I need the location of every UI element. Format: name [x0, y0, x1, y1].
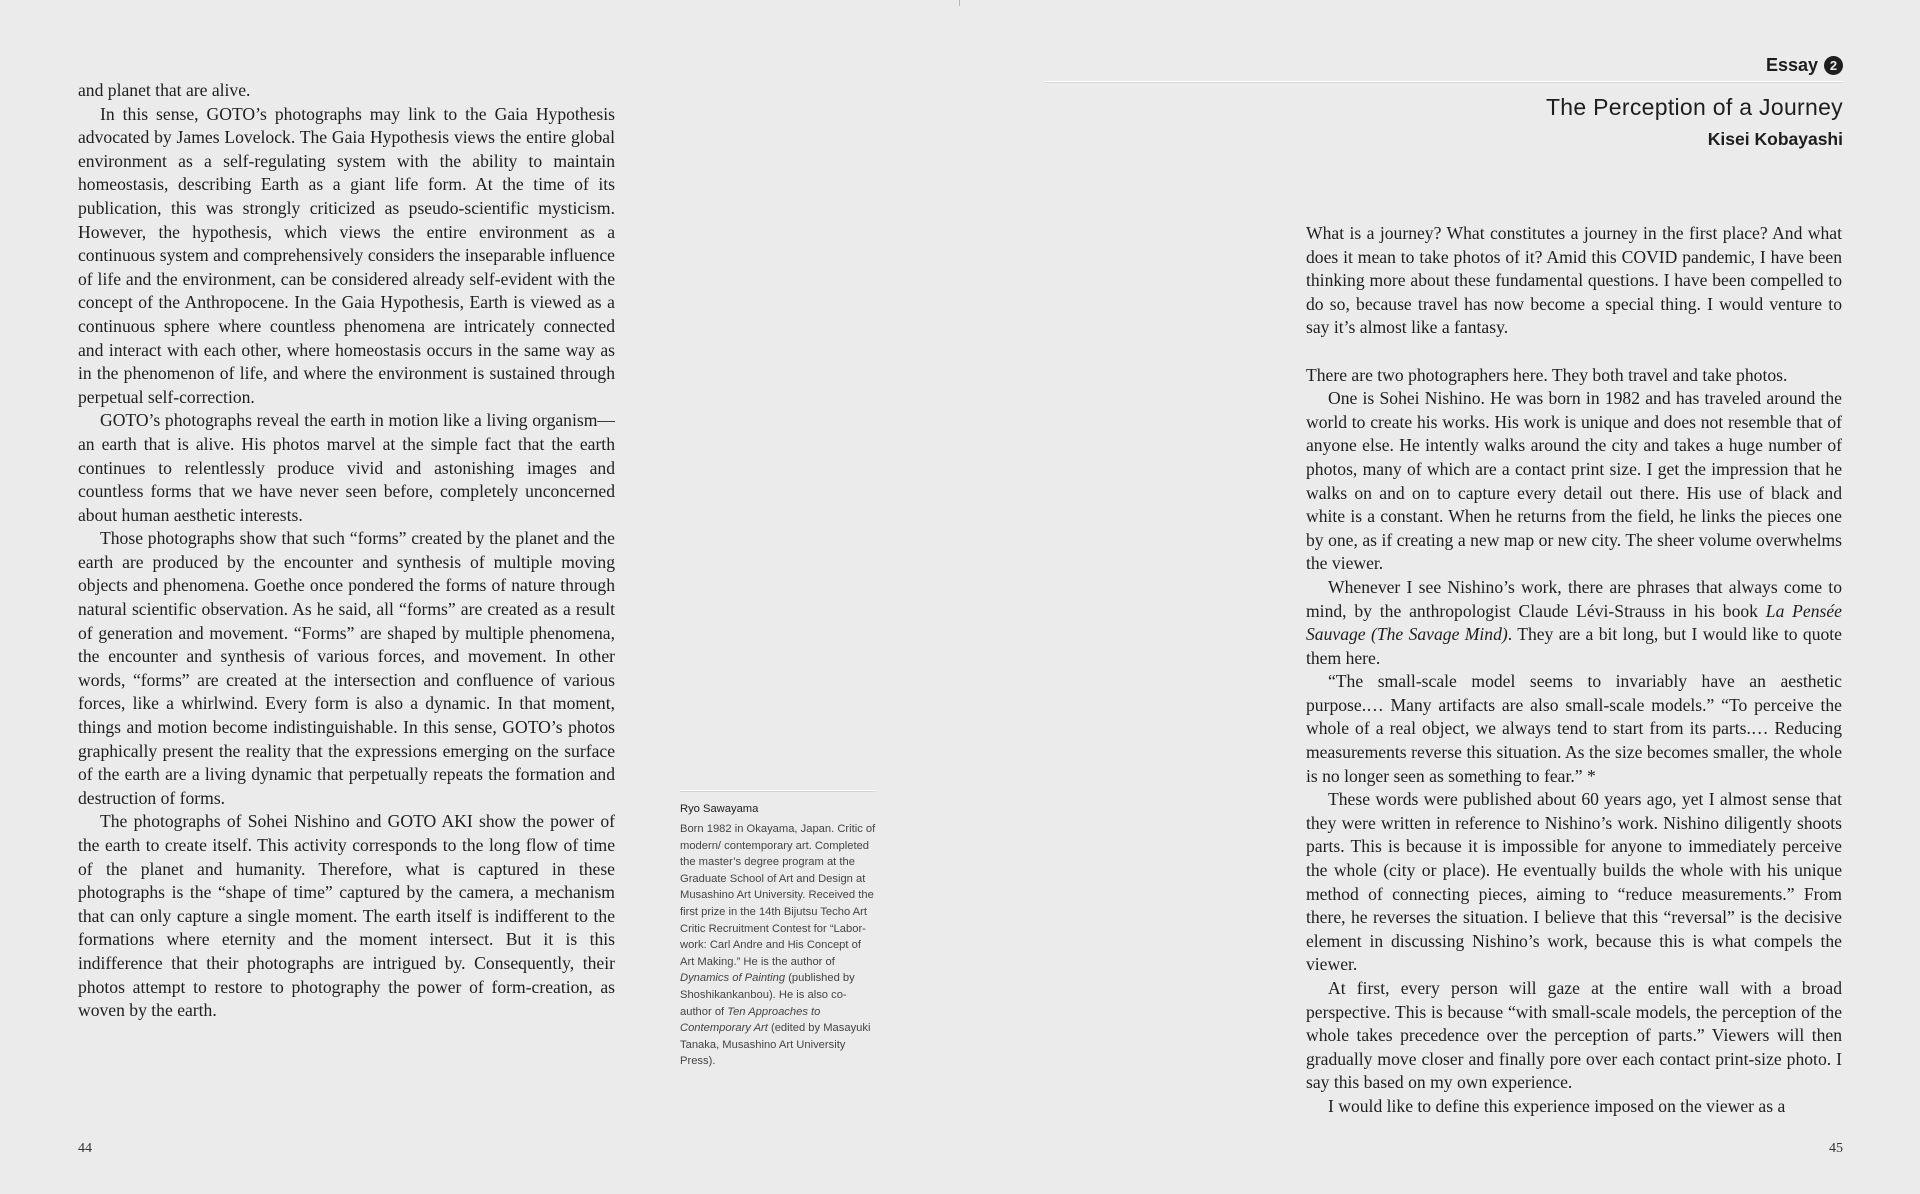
bio-book-title: Dynamics of Painting — [680, 972, 786, 985]
essay-number-icon: 2 — [1824, 56, 1843, 75]
right-page-body — [1306, 222, 1842, 1119]
left-paragraph: In this sense, GOTO’s photographs may link to the Gaia Hypothesis advocated by James Lovelock. The Gaia Hypothesis views the entire global environment as a self-regulating system with the ability to maintain homeostasis, describing Earth as a giant life form. At the time of its publication, this was strongly criticized as pseudo-scientific mysticism. However, the hypothesis, which views the entire environment as a continuous system and comprehensively considers the inseparable influence of life and the environment, can be considered already self-evident with the concept of the Anthropocene. In the Gaia Hypothesis, Earth is viewed as a continuous sphere where countless phenomena are intricately connected and interact with each other, where homeostasis occurs in the same way as in the phenomenon of life, and where the environment is sustained through perpetual self-correction. — [78, 103, 615, 407]
essay-label — [1766, 55, 1843, 76]
left-paragraph: The photographs of Sohei Nishino and GOTO AKI show the power of the earth to create itself. This activity corresponds to the long flow of time of the planet and humanity. Therefore, what is captured in these photographs is the “shape of time” captured by the camera, a mechanism that can only capture a single moment. The earth itself is indifferent to the formations where eternity and the moment intersect. But it is this indifference that their photographs are intrigued by. Consequently, their photos attempt to restore to photography the power of form-creation, as woven by the earth. — [78, 811, 615, 1021]
page-number-right: 45 — [1829, 1141, 1843, 1156]
essay-label-text: Essay — [1765, 55, 1818, 75]
essay-author: Kisei Kobayashi — [1707, 129, 1843, 149]
left-paragraph: Those photographs show that such “forms” created by the planet and the earth are produced by the encounter and synthesis of multiple moving objects and phenomena. Goethe once pondered the forms of nature through natural scientific observation. As he said, all “forms” are created as a result of generation and movement. “Forms” are shaped by multiple phenomena, the encounter and synthesis of various forces, and movement. In other words, “forms” are created at the intersection and confluence of various forces, like a whirlwind. Every form is also a dynamic. In that moment, things and motion become indistinguishable. In this sense, GOTO’s photos graphically present the reality that the expressions emerging on the surface of the earth are a living dynamic that perpetually repeats the formation and destruction of forms. — [78, 528, 615, 808]
bio-text-part: (edited by Masayuki Tanaka, Musashino Art University Press). — [680, 1022, 871, 1068]
bio-divider — [680, 790, 876, 792]
left-paragraph: GOTO’s photographs reveal the earth in motion like a living organism—an earth that is alive. His photos marvel at the simple fact that the earth continues to relentlessly produce vivid and astonishing images and countless forms that we have never seen before, completely unconcerned about human aesthetic interests. — [78, 410, 615, 525]
right-paragraph: What is a journey? What constitutes a journey in the first place? And what does it mean to take photos of it? Amid this COVID pandemic, I have been thinking more about these fundamental questions. I have been compelled to do so, because travel has now become a special thing. I would venture to say it’s almost like a fantasy. — [1306, 223, 1842, 338]
author-bio — [680, 790, 876, 1070]
right-paragraph: At first, every person will gaze at the entire wall with a broad perspective. This is because “with small-scale models, the perception of the whole takes precedence over the perception of parts.” Viewers will then gradually move closer and finally pore over each contact print-size photo. I say this based on my own experience. — [1306, 978, 1842, 1093]
right-paragraph: I would like to define this experience imposed on the viewer as a — [1328, 1095, 1786, 1116]
right-text-part: Whenever I see Nishino’s work, there are phrases that always come to mind, by the anthropologist Claude Lévi-Strauss in his book — [1306, 576, 1842, 621]
right-paragraph: One is Sohei Nishino. He was born in 1982 and has traveled around the world to create his works. His work is unique and does not resemble that of anyone else. He intently walks around the city and takes a huge number of photos, many of which are a contact print size. I get the impression that he walks on and on to capture every detail out there. His use of black and white is a constant. When he returns from the field, he links the pieces one by one, as if creating a new map or new city. The sheer volume overwhelms the viewer. — [1306, 388, 1842, 574]
page-number-left: 44 — [78, 1141, 92, 1156]
bio-text-part: Born 1982 in Okayama, Japan. Critic of modern/ contemporary art. Completed the master’s degree program at the Graduate School of Art and Design at Musashino Art University. Received the first prize in the 14th Bijutsu Techo Art Critic Recruitment Contest for “Labor-work: Carl Andre and His Concept of Art Making.” He is the author of — [680, 823, 876, 968]
right-paragraph: There are two photographers here. They both travel and take photos. — [1306, 364, 1788, 385]
right-paragraph: “The small-scale model seems to invariably have an aesthetic purpose.… Many artifacts are also small-scale models.” “To perceive the whole of a real object, we always tend to start from its parts.… Reducing measurements reverse this situation. As the size becomes smaller, the whole is no longer seen as something to fear.” * — [1306, 671, 1842, 786]
bio-text-part: (published by Shoshikankanbou). He is also co-author of — [680, 972, 855, 1018]
right-paragraph — [1306, 576, 1842, 670]
bio-name: Ryo Sawayama — [680, 803, 759, 815]
header-divider — [1044, 81, 1843, 83]
bio-text — [680, 821, 876, 1070]
bio-book-title: Ten Approaches to Contemporary Art — [680, 1005, 821, 1035]
left-page-body — [78, 79, 615, 1023]
essay-title: The Perception of a Journey — [1545, 94, 1843, 120]
right-text-part: . They are a bit long, but I would like to quote them here. — [1306, 624, 1842, 668]
right-paragraph: These words were published about 60 years ago, yet I almost sense that they were written in reference to Nishino’s work. Nishino diligently shoots parts. This is because it is impossible for anyone to immediately perceive the whole (city or place). He eventually builds the whole with his unique method of connecting pieces, aiming to “reduce measurements.” From there, he reverses the situation. I believe that this “reversal” is the decisive element in discussing Nishino’s work, because this is what compels the viewer. — [1306, 789, 1842, 975]
gutter-mark — [959, 0, 960, 6]
left-paragraph: and planet that are alive. — [78, 80, 251, 100]
book-title: La Pensée Sauvage (The Savage Mind) — [1306, 600, 1842, 645]
